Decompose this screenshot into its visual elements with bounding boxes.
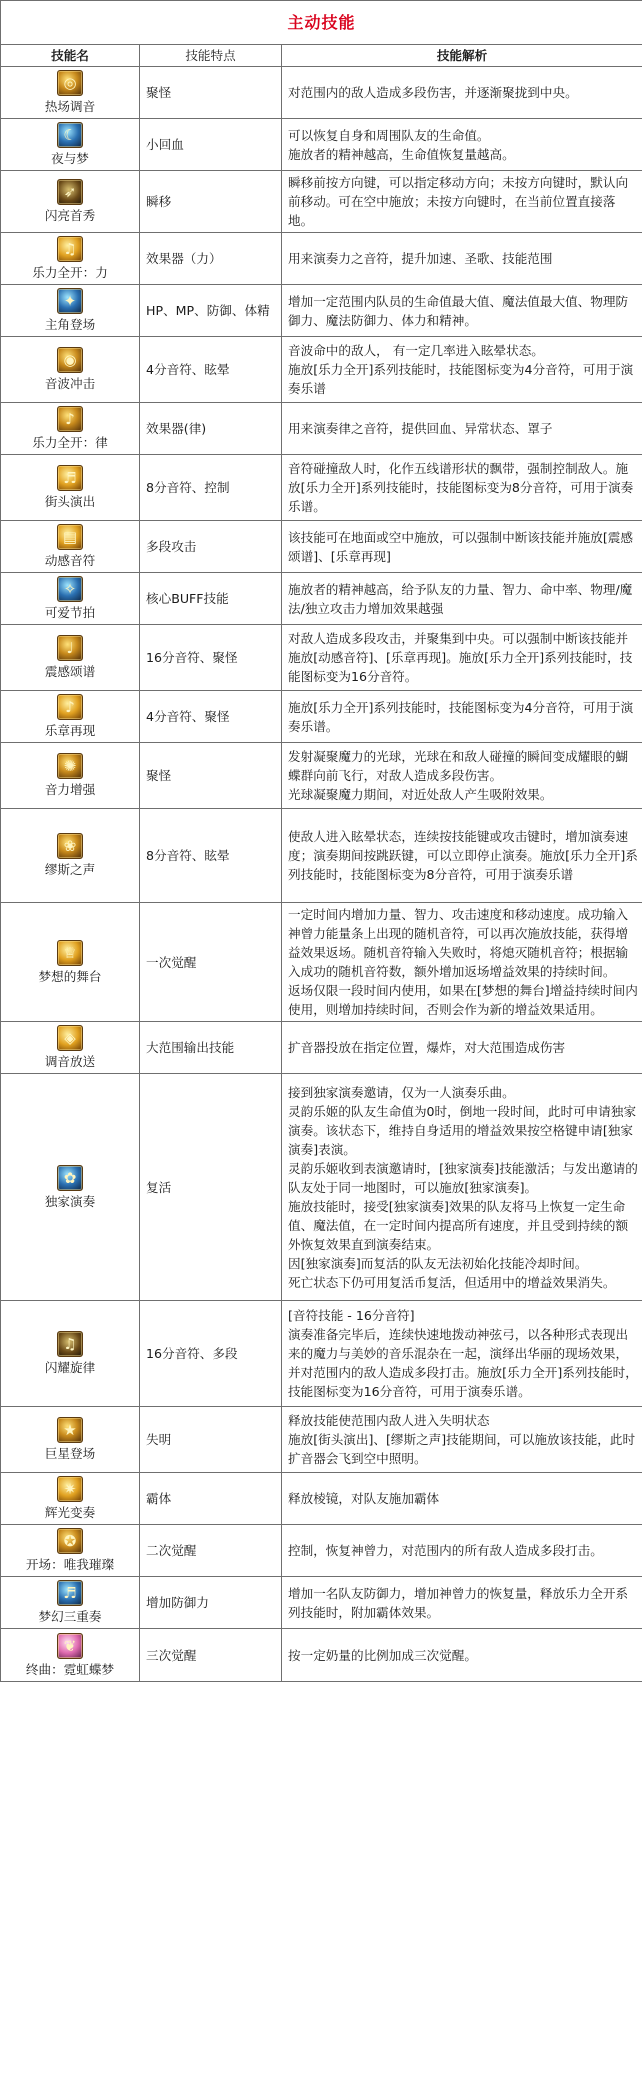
table-row <box>1 285 642 337</box>
skill-feature: 8分音符、控制 <box>140 455 282 521</box>
skill-feature: 复活 <box>140 1074 282 1301</box>
skill-name-cell <box>1 403 140 455</box>
light-orb-icon: ✺ <box>57 753 83 779</box>
skill-description-line: 施放[乐力全开]系列技能时，技能图标变为4分音符，可用于演奏乐谱 <box>288 362 634 396</box>
skill-description-line: 灵韵乐姬的队友生命值为0时，倒地一段时间，此时可申请独家演奏。该状态下，维持自身适用的增益效果按空格键申请[独家演奏]表演。 <box>288 1103 637 1157</box>
skill-description <box>282 521 642 573</box>
skill-description-line: 释放棱镜，对队友施加霸体 <box>288 1491 440 1506</box>
skill-description <box>282 625 642 691</box>
equalizer-icon: ▤ <box>57 524 83 550</box>
skill-description <box>282 67 642 119</box>
muse-icon: ❀ <box>57 833 83 859</box>
skill-description-line: 用来演奏律之音符，提供回血、异常状态、罩子 <box>288 421 553 436</box>
skill-description-line: 音波命中的敌人， 有一定几率进入眩晕状态。 <box>288 343 544 358</box>
skill-name: 辉光变奏 <box>44 1505 96 1520</box>
skill-feature: 核心BUFF技能 <box>140 573 282 625</box>
table-row <box>1 119 642 171</box>
skill-name: 乐力全开：力 <box>32 265 108 280</box>
skill-name-cell <box>1 625 140 691</box>
skill-feature: 二次觉醒 <box>140 1525 282 1577</box>
skill-description-line: 灵韵乐姬收到表演邀请时，[独家演奏]技能激活；与发出邀请的队友处于同一地图时，可以施放[独家演奏]。 <box>288 1160 638 1195</box>
skill-description <box>282 1407 642 1473</box>
reprise-icon: ♪ <box>57 694 83 720</box>
table-row <box>1 67 642 119</box>
skill-description-line: 施放者的精神越高，生命值恢复量越高。 <box>288 146 515 162</box>
skill-name: 独家演奏 <box>44 1193 96 1209</box>
table-row <box>1 455 642 521</box>
trio-icon: ♬ <box>57 1580 83 1606</box>
skill-description-line: [音符技能 - 16分音符] <box>288 1308 415 1323</box>
skill-description-line: 一定时间内增加力量、智力、攻击速度和移动速度。成功输入神曾力能量条上出现的随机音符，可以再次施放技能，获得增益效果返场。随机音符输入失败时，将熄灭随机音符；根据输入成功的随机音符数，额外增加返场增益效果的持续时间。 <box>288 907 629 979</box>
table-row <box>1 403 642 455</box>
skill-description-line: 对敌人造成多段攻击，并聚集到中央。可以强制中断该技能并施放[动感音符]、[乐章再现]。施放[乐力全开]系列技能时，技能图标变为16分音符。 <box>288 631 633 684</box>
skill-feature: 瞬移 <box>140 171 282 233</box>
skill-name-cell <box>1 67 140 119</box>
skill-description <box>282 337 642 403</box>
skill-name-cell <box>1 1577 140 1629</box>
skill-description-line: 用来演奏力之音符，提升加速、圣歌、技能范围 <box>288 251 553 266</box>
skill-name-cell <box>1 285 140 337</box>
skill-name-cell <box>1 1022 140 1074</box>
skill-name: 开场：唯我璀璨 <box>25 1557 115 1572</box>
skill-description-line: 控制，恢复神曾力，对范围内的所有敌人造成多段打击。 <box>288 1543 603 1558</box>
moon-icon: ☾ <box>57 122 83 148</box>
skill-description <box>282 1577 642 1629</box>
skill-description-line: 施放[乐力全开]系列技能时，技能图标变为4分音符，可用于演奏乐谱。 <box>288 699 634 734</box>
skill-description-line: 接到独家演奏邀请，仅为一人演奏乐曲。 <box>288 1084 515 1100</box>
skill-name: 闪耀旋律 <box>44 1360 96 1375</box>
skill-feature: 16分音符、多段 <box>140 1301 282 1407</box>
spotlight-icon: ✦ <box>57 288 83 314</box>
skill-name-cell <box>1 743 140 809</box>
table-row <box>1 521 642 573</box>
skill-name: 动感音符 <box>44 553 96 568</box>
rhythm-note-icon: ♪ <box>57 406 83 432</box>
skill-description-line: 因[独家演奏]而复活的队友无法初始化技能冷却时间。 <box>288 1255 588 1271</box>
table-row <box>1 1629 642 1682</box>
skill-name-cell <box>1 119 140 171</box>
soundwave-icon: ◉ <box>57 347 83 373</box>
skill-name-cell <box>1 1525 140 1577</box>
swirl-icon: ◎ <box>57 70 83 96</box>
table-row <box>1 233 642 285</box>
skill-description <box>282 809 642 903</box>
skill-name: 梦幻三重奏 <box>38 1609 102 1624</box>
skill-feature: 三次觉醒 <box>140 1629 282 1682</box>
skill-description <box>282 1022 642 1074</box>
skill-name-cell <box>1 691 140 743</box>
table-row <box>1 337 642 403</box>
header-skill-feature: 技能特点 <box>140 45 282 67</box>
power-note-icon: ♫ <box>57 236 83 262</box>
superstar-icon: ★ <box>57 1417 83 1443</box>
skill-name-cell <box>1 1074 140 1301</box>
title-row <box>1 1 642 45</box>
skill-description-line: 扩音器投放在指定位置，爆炸，对大范围造成伤害 <box>288 1040 566 1055</box>
skill-description-line: 施放者的精神越高，给予队友的力量、智力、命中率、物理/魔法/独立攻击力增加效果越强 <box>288 581 633 616</box>
skill-description-line: 返场仅限一段时间内使用，如果在[梦想的舞台]增益持续时间内使用，则增加持续时间，否则会作为新的增益效果适用。 <box>288 983 638 1017</box>
skill-description <box>282 1074 642 1301</box>
skill-feature: 增加防御力 <box>140 1577 282 1629</box>
skill-feature: 霸体 <box>140 1473 282 1525</box>
skill-feature: 一次觉醒 <box>140 903 282 1022</box>
table-row <box>1 809 642 903</box>
dream-stage-icon: ♕ <box>57 940 83 966</box>
skill-name-cell <box>1 455 140 521</box>
skill-name-cell <box>1 903 140 1022</box>
skill-description <box>282 119 642 171</box>
skill-description-line: 演奏准备完毕后，连续快速地拨动神弦弓，以各种形式表现出来的魔力与美妙的音乐混杂在一起，演绎出华丽的现场效果，并对范围内的敌人造成多段打击。施放[乐力全开]系列技能时，技能图标变为16分音符，可用于演奏乐谱。 <box>288 1327 638 1399</box>
skill-name: 震感颂谱 <box>44 664 96 679</box>
opening-icon: ✪ <box>57 1528 83 1554</box>
skill-rows <box>1 67 642 1682</box>
amplifier-icon: ◈ <box>57 1025 83 1051</box>
skill-name: 主角登场 <box>44 317 96 332</box>
table-row <box>1 171 642 233</box>
skill-feature: 效果器（力） <box>140 233 282 285</box>
skill-feature: 16分音符、聚怪 <box>140 625 282 691</box>
skill-feature: 4分音符、聚怪 <box>140 691 282 743</box>
skill-description <box>282 1629 642 1682</box>
skill-name: 乐力全开：律 <box>32 435 108 450</box>
skill-description-line: 音符碰撞敌人时，化作五线谱形状的飘带，强制控制敌人。施放[乐力全开]系列技能时，技能图标变为8分音符，可用于演奏乐谱。 <box>288 461 634 514</box>
skill-name: 缪斯之声 <box>44 862 96 877</box>
table-row <box>1 1074 642 1301</box>
melody-icon: ♫ <box>57 1331 83 1357</box>
table-row <box>1 1473 642 1525</box>
skill-feature: 8分音符、眩晕 <box>140 809 282 903</box>
skill-description-line: 可以恢复自身和周围队友的生命值。 <box>288 127 490 143</box>
skill-name-cell <box>1 171 140 233</box>
skill-description-line: 增加一定范围内队员的生命值最大值、魔法值最大值、物理防御力、魔法防御力、体力和精神。 <box>288 293 629 328</box>
header-row <box>1 45 642 67</box>
skill-name: 音波冲击 <box>44 376 96 391</box>
skill-name-cell <box>1 809 140 903</box>
skill-name-cell <box>1 1629 140 1682</box>
skill-description-line: 施放技能时，接受[独家演奏]效果的队友将马上恢复一定生命值、魔法值，在一定时间内提高所有速度，并且受到持续的额外恢复效果直到演奏结束。 <box>288 1198 629 1252</box>
skill-description-line: 使敌人进入眩晕状态，连续按技能键或攻击键时，增加演奏速度；演奏期间按跳跃键，可以立即停止演奏。施放[乐力全开]系列技能时，技能图标变为8分音符，可用于演奏乐谱 <box>288 829 638 882</box>
skill-description <box>282 403 642 455</box>
skill-feature: 聚怪 <box>140 743 282 809</box>
skill-description <box>282 691 642 743</box>
skill-name-cell <box>1 233 140 285</box>
skill-feature: 大范围输出技能 <box>140 1022 282 1074</box>
table-row <box>1 625 642 691</box>
skill-description-line: 该技能可在地面或空中施放，可以强制中断该技能并施放[震感颂谱]、[乐章再现] <box>288 529 633 564</box>
skill-description <box>282 743 642 809</box>
skill-name: 街头演出 <box>44 494 96 509</box>
street-stage-icon: ♬ <box>57 465 83 491</box>
table-row <box>1 1525 642 1577</box>
skill-description <box>282 1301 642 1407</box>
table-row <box>1 573 642 625</box>
table-row <box>1 1022 642 1074</box>
skill-name: 调音放送 <box>44 1054 96 1069</box>
skill-name-cell <box>1 573 140 625</box>
header-skill-desc: 技能解析 <box>282 45 642 67</box>
skill-name: 音力增强 <box>44 782 96 797</box>
skill-feature: 多段攻击 <box>140 521 282 573</box>
skill-name-cell <box>1 1301 140 1407</box>
skill-name: 夜与梦 <box>51 151 89 166</box>
skill-description-line: 光球凝聚魔力期间，对近处敌人产生吸附效果。 <box>288 787 553 802</box>
skill-description-line: 死亡状态下仍可用复活币复活，但适用中的增益效果消失。 <box>288 1274 616 1290</box>
skill-name: 巨星登场 <box>44 1446 96 1461</box>
table-title: 主动技能 <box>1 1 642 45</box>
skill-feature: 聚怪 <box>140 67 282 119</box>
skill-name: 梦想的舞台 <box>38 968 102 984</box>
table-row <box>1 1577 642 1629</box>
skill-feature: HP、MP、防御、体精 <box>140 285 282 337</box>
prism-icon: ✷ <box>57 1476 83 1502</box>
score-icon: ♩ <box>57 635 83 661</box>
skill-description <box>282 1473 642 1525</box>
skill-description-line: 增加一名队友防御力，增加神曾力的恢复量，释放乐力全开系列技能时，附加霸体效果。 <box>288 1585 629 1620</box>
table-row <box>1 1407 642 1473</box>
skill-feature: 4分音符、眩晕 <box>140 337 282 403</box>
skill-feature: 失明 <box>140 1407 282 1473</box>
skill-description-line: 施放[街头演出]、[缪斯之声]技能期间，可以施放该技能，此时扩音器会飞到空中照明。 <box>288 1432 636 1466</box>
skill-description <box>282 903 642 1022</box>
neon-butterfly-icon: ❦ <box>57 1633 83 1659</box>
skill-description <box>282 573 642 625</box>
table-row <box>1 691 642 743</box>
table-row <box>1 743 642 809</box>
skill-name-cell <box>1 337 140 403</box>
skill-name-cell <box>1 1407 140 1473</box>
skill-description-line: 对范围内的敌人造成多段伤害，并逐渐聚拢到中央。 <box>288 85 578 100</box>
skill-name-cell <box>1 1473 140 1525</box>
beat-icon: ✧ <box>57 576 83 602</box>
skill-description <box>282 233 642 285</box>
skill-feature: 效果器(律) <box>140 403 282 455</box>
skill-description-line: 发射凝聚魔力的光球，光球在和敌人碰撞的瞬间变成耀眼的蝴蝶群向前飞行，对敌人造成多段伤害。 <box>288 749 629 783</box>
skill-description-line: 按一定奶量的比例加成三次觉醒。 <box>288 1647 477 1663</box>
skill-name: 乐章再现 <box>44 723 96 738</box>
skill-description <box>282 1525 642 1577</box>
skill-description-line: 释放技能使范围内敌人进入失明状态 <box>288 1413 490 1428</box>
skill-description <box>282 455 642 521</box>
skill-name-cell <box>1 521 140 573</box>
skill-description <box>282 171 642 233</box>
table-row <box>1 903 642 1022</box>
header-skill-name: 技能名 <box>1 45 140 67</box>
table-row <box>1 1301 642 1407</box>
skill-description-line: 瞬移前按方向键，可以指定移动方向；未按方向键时，默认向前移动。可在空中施放；未按方向键时，在当前位置直接落地。 <box>288 175 629 228</box>
skill-name: 闪亮首秀 <box>44 208 96 223</box>
skill-feature: 小回血 <box>140 119 282 171</box>
skill-name: 可爱节拍 <box>44 605 96 620</box>
solo-icon: ✿ <box>57 1165 83 1191</box>
skill-name: 终曲：霓虹蝶梦 <box>25 1661 115 1677</box>
skill-name: 热场调音 <box>44 99 96 114</box>
skill-description <box>282 285 642 337</box>
dash-icon: ➶ <box>57 179 83 205</box>
